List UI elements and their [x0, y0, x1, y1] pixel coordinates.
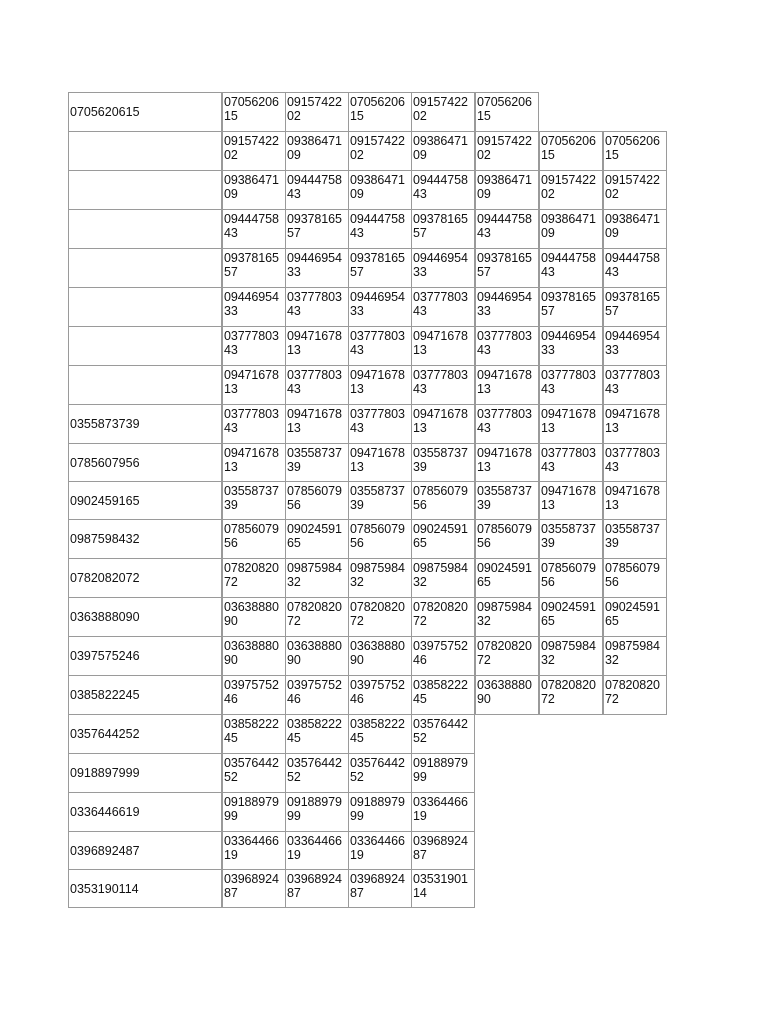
table-cell: 09188979 99 — [285, 792, 349, 832]
table-cell: 09378165 57 — [475, 248, 539, 288]
table-cell: 03777803 43 — [348, 404, 412, 444]
table-cell: 03968924 87 — [285, 869, 349, 908]
table-cell: 03968924 87 — [411, 831, 475, 870]
table-cell: 09386471 09 — [285, 131, 349, 171]
table-cell: 09446954 33 — [411, 248, 475, 288]
table-cell: 09471678 13 — [285, 326, 349, 366]
table-cell: 09446954 33 — [603, 326, 667, 366]
table-cell: 03968924 87 — [222, 869, 286, 908]
table-cell: 07056206 15 — [539, 131, 603, 171]
table-cell: 09471678 13 — [539, 481, 603, 520]
table-cell: 03777803 43 — [222, 404, 286, 444]
table-cell: 09188979 99 — [411, 753, 475, 793]
table-cell: 09471678 13 — [348, 443, 412, 482]
table-cell: 03558737 39 — [411, 443, 475, 482]
table-cell: 03558737 39 — [285, 443, 349, 482]
table-cell: 09444758 43 — [285, 170, 349, 210]
table-cell: 09444758 43 — [411, 170, 475, 210]
table-cell: 09024591 65 — [475, 558, 539, 598]
table-cell: 03531901 14 — [411, 869, 475, 908]
table-cell: 09444758 43 — [539, 248, 603, 288]
table-cell: 09875984 32 — [285, 558, 349, 598]
table-cell: 09157422 02 — [285, 92, 349, 132]
table-cell: 03777803 43 — [475, 404, 539, 444]
table-cell: 03975752 46 — [285, 675, 349, 715]
table-cell: 09446954 33 — [475, 287, 539, 327]
table-cell: 07820820 72 — [411, 597, 475, 637]
row-label-cell: 0336446619 — [68, 792, 222, 832]
table-cell: 03638880 90 — [285, 636, 349, 676]
table-cell: 09386471 09 — [222, 170, 286, 210]
row-label-cell: 0397575246 — [68, 636, 222, 676]
table-cell: 09378165 57 — [222, 248, 286, 288]
table-cell: 07856079 56 — [475, 519, 539, 559]
table-cell: 07856079 56 — [411, 481, 475, 520]
row-label-cell: 0918897999 — [68, 753, 222, 793]
table-cell: 09378165 57 — [411, 209, 475, 249]
table-cell: 03638880 90 — [222, 597, 286, 637]
table-cell: 09386471 09 — [539, 209, 603, 249]
table-cell: 03777803 43 — [285, 365, 349, 405]
table-cell: 03777803 43 — [348, 326, 412, 366]
table-cell: 09378165 57 — [603, 287, 667, 327]
table-cell: 09024591 65 — [603, 597, 667, 637]
table-cell: 09386471 09 — [411, 131, 475, 171]
table-cell: 09157422 02 — [222, 131, 286, 171]
table-cell: 03858222 45 — [285, 714, 349, 754]
table-cell: 09446954 33 — [222, 287, 286, 327]
row-label-cell — [68, 326, 222, 366]
table-cell: 03558737 39 — [475, 481, 539, 520]
table-cell: 09875984 32 — [348, 558, 412, 598]
table-cell: 03777803 43 — [539, 443, 603, 482]
table-cell: 07820820 72 — [603, 675, 667, 715]
table-cell: 09378165 57 — [348, 248, 412, 288]
table-cell: 09471678 13 — [411, 404, 475, 444]
table-cell: 09157422 02 — [411, 92, 475, 132]
table-cell: 09378165 57 — [285, 209, 349, 249]
row-label-cell — [68, 209, 222, 249]
table-cell: 07056206 15 — [348, 92, 412, 132]
table-cell: 09875984 32 — [539, 636, 603, 676]
table-cell: 03576442 52 — [411, 714, 475, 754]
table-cell: 09444758 43 — [348, 209, 412, 249]
table-cell: 03975752 46 — [411, 636, 475, 676]
table-cell: 03777803 43 — [539, 365, 603, 405]
table-cell: 07856079 56 — [603, 558, 667, 598]
row-label-cell — [68, 170, 222, 210]
table-cell: 09471678 13 — [603, 404, 667, 444]
table-cell: 09471678 13 — [348, 365, 412, 405]
table-cell: 07856079 56 — [348, 519, 412, 559]
table-cell: 03364466 19 — [222, 831, 286, 870]
table-cell: 03576442 52 — [285, 753, 349, 793]
table-cell: 03558737 39 — [348, 481, 412, 520]
row-label-cell — [68, 248, 222, 288]
table-cell: 09471678 13 — [475, 443, 539, 482]
table-cell: 09157422 02 — [603, 170, 667, 210]
row-label-cell: 0782082072 — [68, 558, 222, 598]
table-cell: 03777803 43 — [285, 287, 349, 327]
table-cell: 07820820 72 — [222, 558, 286, 598]
table-cell: 03364466 19 — [411, 792, 475, 832]
table-cell: 03777803 43 — [411, 287, 475, 327]
table-cell: 09444758 43 — [222, 209, 286, 249]
table-cell: 09378165 57 — [539, 287, 603, 327]
table-cell: 09157422 02 — [539, 170, 603, 210]
table-cell: 03558737 39 — [539, 519, 603, 559]
table-cell: 09024591 65 — [411, 519, 475, 559]
table-cell: 03858222 45 — [222, 714, 286, 754]
row-label-cell: 0785607956 — [68, 443, 222, 482]
row-label-cell: 0385822245 — [68, 675, 222, 715]
table-cell: 09157422 02 — [475, 131, 539, 171]
table-cell: 03638880 90 — [348, 636, 412, 676]
table-cell: 09875984 32 — [411, 558, 475, 598]
table-cell: 03576442 52 — [222, 753, 286, 793]
table-cell: 03558737 39 — [603, 519, 667, 559]
row-label-cell: 0396892487 — [68, 831, 222, 870]
table-cell: 03777803 43 — [603, 443, 667, 482]
table-cell: 09471678 13 — [285, 404, 349, 444]
table-cell: 09024591 65 — [539, 597, 603, 637]
table-cell: 07856079 56 — [539, 558, 603, 598]
table-cell: 09446954 33 — [285, 248, 349, 288]
table-cell: 07056206 15 — [222, 92, 286, 132]
row-label-cell: 0902459165 — [68, 481, 222, 520]
table-cell: 09188979 99 — [348, 792, 412, 832]
table-cell: 09471678 13 — [539, 404, 603, 444]
row-label-cell: 0357644252 — [68, 714, 222, 754]
table-cell: 03777803 43 — [603, 365, 667, 405]
table-cell: 03858222 45 — [411, 675, 475, 715]
table-cell: 09157422 02 — [348, 131, 412, 171]
table-cell: 09875984 32 — [603, 636, 667, 676]
table-cell: 03638880 90 — [475, 675, 539, 715]
table-cell: 03576442 52 — [348, 753, 412, 793]
table-cell: 07820820 72 — [539, 675, 603, 715]
table-cell: 07856079 56 — [285, 481, 349, 520]
table-cell: 09471678 13 — [475, 365, 539, 405]
table-cell: 09444758 43 — [603, 248, 667, 288]
table-cell: 03975752 46 — [348, 675, 412, 715]
table-cell: 03364466 19 — [348, 831, 412, 870]
table-cell: 09446954 33 — [348, 287, 412, 327]
row-label-cell — [68, 365, 222, 405]
table-cell: 03638880 90 — [222, 636, 286, 676]
row-label-cell: 0987598432 — [68, 519, 222, 559]
table-cell: 03364466 19 — [285, 831, 349, 870]
table-cell: 03777803 43 — [222, 326, 286, 366]
row-label-cell: 0363888090 — [68, 597, 222, 637]
table-cell: 03777803 43 — [475, 326, 539, 366]
table-cell: 09471678 13 — [222, 365, 286, 405]
row-label-cell — [68, 287, 222, 327]
row-label-cell — [68, 131, 222, 171]
table-cell: 03975752 46 — [222, 675, 286, 715]
table-cell: 03968924 87 — [348, 869, 412, 908]
table-cell: 09386471 09 — [348, 170, 412, 210]
table-cell: 09471678 13 — [603, 481, 667, 520]
table-cell: 09386471 09 — [475, 170, 539, 210]
table-cell: 07820820 72 — [285, 597, 349, 637]
table-cell: 09446954 33 — [539, 326, 603, 366]
row-label-cell: 0355873739 — [68, 404, 222, 444]
table-cell: 09471678 13 — [411, 326, 475, 366]
table-cell: 09875984 32 — [475, 597, 539, 637]
table-cell: 09471678 13 — [222, 443, 286, 482]
table-cell: 03777803 43 — [411, 365, 475, 405]
table-cell: 07820820 72 — [348, 597, 412, 637]
table-cell: 09386471 09 — [603, 209, 667, 249]
table-cell: 07856079 56 — [222, 519, 286, 559]
row-label-cell: 0705620615 — [68, 92, 222, 132]
table-cell: 07820820 72 — [475, 636, 539, 676]
table-cell: 07056206 15 — [603, 131, 667, 171]
table-cell: 03858222 45 — [348, 714, 412, 754]
table-cell: 09444758 43 — [475, 209, 539, 249]
table-cell: 03558737 39 — [222, 481, 286, 520]
table-cell: 07056206 15 — [475, 92, 539, 132]
table-cell: 09024591 65 — [285, 519, 349, 559]
table-cell: 09188979 99 — [222, 792, 286, 832]
row-label-cell: 0353190114 — [68, 869, 222, 908]
